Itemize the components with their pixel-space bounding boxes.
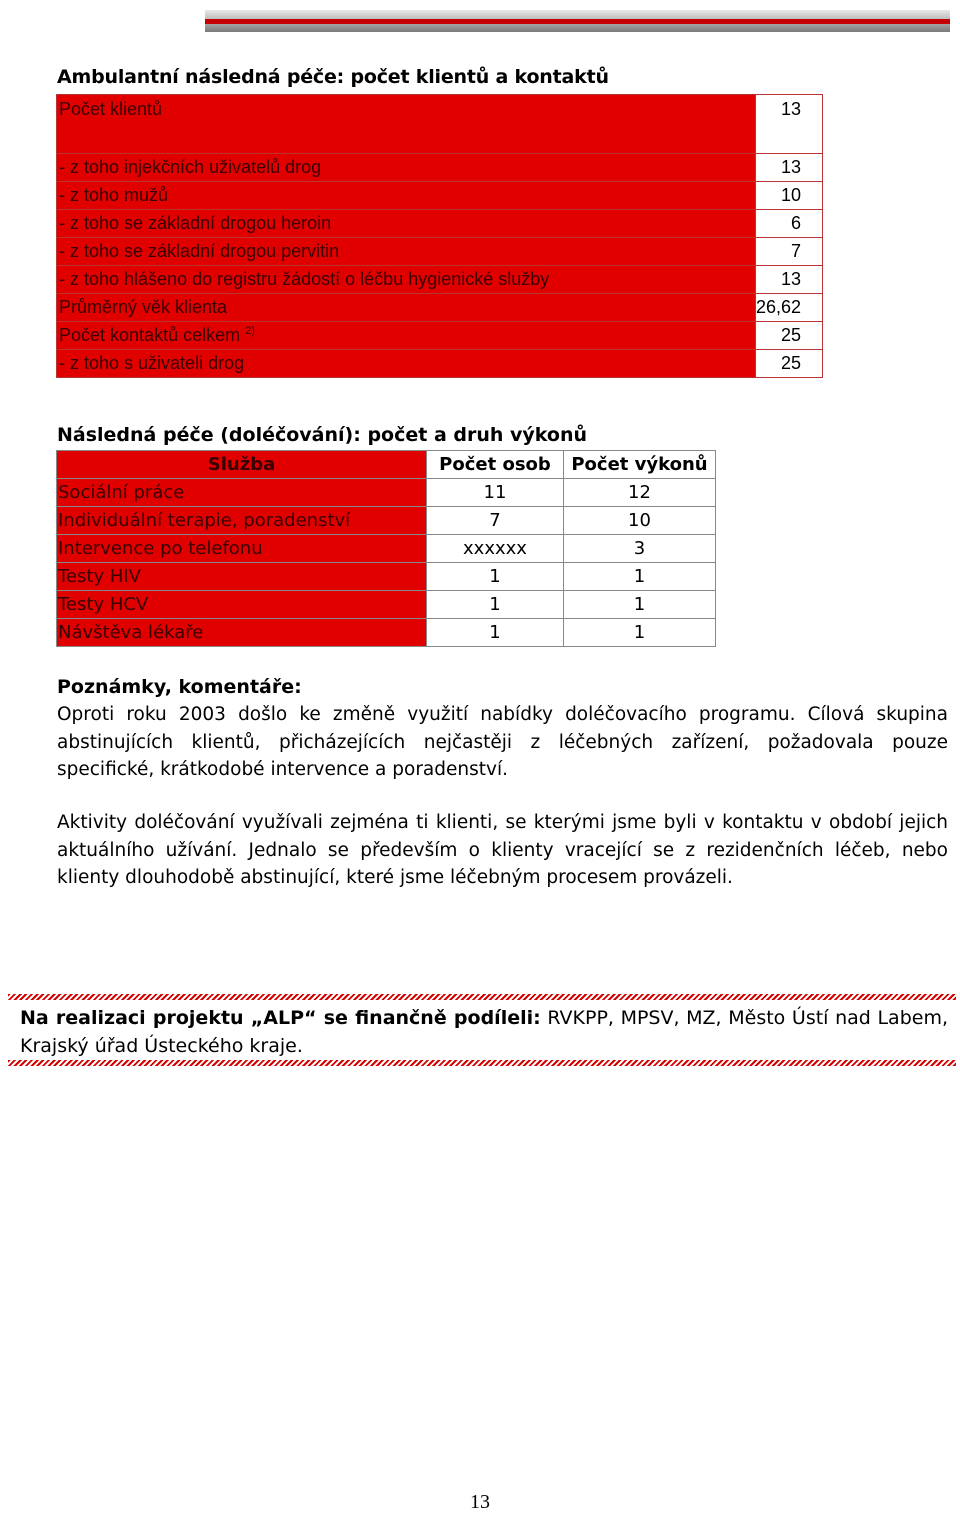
row-value: 25 (755, 322, 822, 350)
table-row (57, 535, 716, 563)
funding-note-text: RVKPP, MPSV, MZ, Město Ústí nad Labem, Krajský úřad Ústeckého kraje. (20, 1007, 948, 1057)
acts-count: 1 (564, 563, 716, 591)
acts-count: 3 (564, 535, 716, 563)
service-name: Sociální práce (57, 479, 427, 507)
footer-bottom-divider (8, 1060, 956, 1066)
notes-paragraph-1: Oproti roku 2003 došlo ke změně využití nabídky doléčovacího programu. Cílová skupina abstinujících klientů, přicházejících nejčastěji z léčebných zařízení, požadovala pouze specifické, krátkodobé intervence a poradenství. (57, 704, 948, 780)
row-label: Počet klientů (57, 95, 756, 154)
table-row (57, 563, 716, 591)
service-name: Testy HCV (57, 591, 427, 619)
table-row (57, 322, 823, 350)
table-row (57, 507, 716, 535)
persons-count: 1 (427, 619, 564, 647)
table-row (57, 266, 823, 294)
table-row (57, 95, 823, 154)
persons-count: 11 (427, 479, 564, 507)
row-label: - z toho s uživateli drog (57, 350, 756, 378)
table-row (57, 238, 823, 266)
row-value: 13 (755, 266, 822, 294)
row-label (57, 322, 756, 350)
header-red-stripe (205, 19, 950, 24)
table-row (57, 294, 823, 322)
services-table (56, 450, 716, 647)
table-row (57, 154, 823, 182)
notes-heading: Poznámky, komentáře: (57, 676, 302, 698)
row-value: 6 (755, 210, 822, 238)
row-value: 13 (755, 95, 822, 154)
service-name: Intervence po telefonu (57, 535, 427, 563)
page-number: 13 (470, 1491, 490, 1513)
row-label: - z toho se základní drogou heroin (57, 210, 756, 238)
table-header-row (57, 451, 716, 479)
row-label-text: Počet kontaktů celkem (59, 325, 241, 345)
column-header-persons: Počet osob (427, 451, 564, 479)
acts-count: 1 (564, 591, 716, 619)
persons-count: 7 (427, 507, 564, 535)
service-name: Návštěva lékaře (57, 619, 427, 647)
table-row (57, 619, 716, 647)
acts-count: 12 (564, 479, 716, 507)
row-value: 13 (755, 154, 822, 182)
table-row (57, 479, 716, 507)
table-row (57, 210, 823, 238)
row-label: - z toho se základní drogou pervitin (57, 238, 756, 266)
persons-count: xxxxxx (427, 535, 564, 563)
column-header-service: Služba (57, 451, 427, 479)
row-label: Průměrný věk klienta (57, 294, 756, 322)
clients-contacts-table (56, 94, 823, 378)
table-row (57, 350, 823, 378)
service-name: Individuální terapie, poradenství (57, 507, 427, 535)
footer-top-divider (8, 994, 956, 1000)
section1-title: Ambulantní následná péče: počet klientů a kontaktů (57, 66, 609, 88)
persons-count: 1 (427, 563, 564, 591)
footnote-marker: 2) (245, 325, 255, 337)
table-row (57, 182, 823, 210)
funding-note (20, 1004, 948, 1060)
header-decoration-bar (205, 10, 950, 32)
funding-note-lead: Na realizaci projektu „ALP“ se finančně podíleli: (20, 1007, 541, 1029)
row-value: 10 (755, 182, 822, 210)
service-name: Testy HIV (57, 563, 427, 591)
section2-title: Následná péče (doléčování): počet a druh výkonů (57, 424, 588, 446)
row-label: - z toho hlášeno do registru žádostí o léčbu hygienické služby (57, 266, 756, 294)
row-value: 26,62 (755, 294, 822, 322)
row-label: - z toho injekčních uživatelů drog (57, 154, 756, 182)
row-value: 7 (755, 238, 822, 266)
row-label: - z toho mužů (57, 182, 756, 210)
row-value: 25 (755, 350, 822, 378)
column-header-acts: Počet výkonů (564, 451, 716, 479)
table-row (57, 591, 716, 619)
persons-count: 1 (427, 591, 564, 619)
notes-paragraph-2: Aktivity doléčování využívali zejména ti klienti, se kterými jsme byli v kontaktu v období jejich aktuálního užívání. Jednalo se především o klienty vracející se z rezidenčních léčeb, nebo klienty dlouhodobě abstinující, které jsme léčebným procesem provázeli. (57, 812, 948, 888)
acts-count: 10 (564, 507, 716, 535)
acts-count: 1 (564, 619, 716, 647)
